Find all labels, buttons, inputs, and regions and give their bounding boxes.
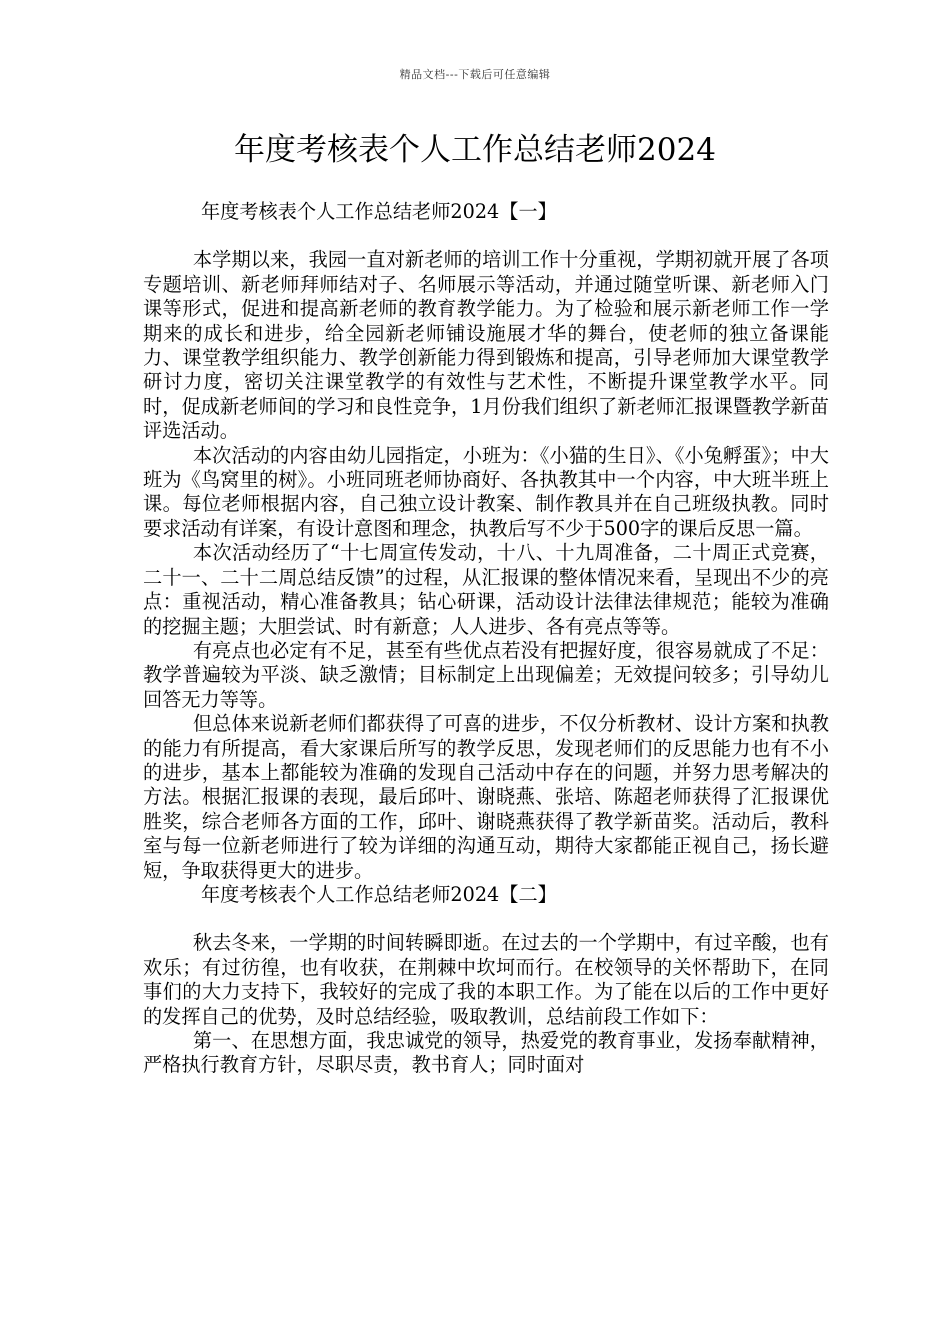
header-note: 精品文档---下载后可任意编辑: [399, 68, 551, 81]
document-body: [143, 196, 829, 1078]
paragraph: 本次活动经历了“十七周宣传发动，十八、十九周准备，二十周正式竞赛，二十一、二十二周总结反馈”的过程，从汇报课的整体情况来看，呈现出不少的亮点：重视活动，精心准备教具；钻心研课，活动设计法律法律规范；能较为准确的挖掘主题；大胆尝试、时有新意；人人进步、各有亮点等等。: [143, 541, 829, 638]
paragraph: 本次活动的内容由幼儿园指定，小班为：《小猫的生日》、《小兔孵蛋》；中大班为《鸟窝里的树》。小班同班老师协商好、各执教其中一个内容，中大班半班上课。每位老师根据内容，自己独立设计教案、制作教具并在自己班级执教。同时要求活动有详案，有设计意图和理念，执教后写不少于500字的课后反思一篇。: [143, 443, 829, 540]
paragraph: 秋去冬来，一学期的时间转瞬即逝。在过去的一个学期中，有过辛酸，也有欢乐；有过彷徨，也有收获，在荆棘中坎坷而行。在校领导的关怀帮助下，在同事们的大力支持下，我较好的完成了我的本职工作。为了能在以后的工作中更好的发挥自己的优势，及时总结经验，吸取教训，总结前段工作如下：: [143, 931, 829, 1028]
document-title: 年度考核表个人工作总结老师2024: [234, 132, 716, 168]
paragraph: 但总体来说新老师们都获得了可喜的进步，不仅分析教材、设计方案和执教的能力有所提高，看大家课后所写的教学反思，发现老师们的反思能力也有不小的进步，基本上都能较为准确的发现自己活动中存在的问题，并努力思考解决的方法。根据汇报课的表现，最后邱叶、谢晓燕、张培、陈超老师获得了汇报课优胜奖，综合老师各方面的工作，邱叶、谢晓燕获得了教学新苗奖。活动后，教科室与每一位新老师进行了较为详细的沟通互动，期待大家都能正视自己，扬长避短，争取获得更大的进步。: [143, 712, 829, 882]
section-heading-1: 年度考核表个人工作总结老师2024【一】: [201, 200, 557, 223]
section-heading-2: 年度考核表个人工作总结老师2024【二】: [201, 882, 557, 906]
paragraph: 第一、在思想方面，我忠诚党的领导，热爱党的教育事业，发扬奉献精神，严格执行教育方针，尽职尽责，教书育人；同时面对: [143, 1029, 829, 1077]
paragraph: 本学期以来，我园一直对新老师的培训工作十分重视，学期初就开展了各项专题培训、新老师拜师结对子、名师展示等活动，并通过随堂听课、新老师入门课等形式，促进和提高新老师的教育教学能力。为了检验和展示新老师工作一学期来的成长和进步，给全园新老师铺设施展才华的舞台，使老师的独立备课能力、课堂教学组织能力、教学创新能力得到锻炼和提高，引导老师加大课堂教学研讨力度，密切关注课堂教学的有效性与艺术性，不断提升课堂教学水平。同时，促成新老师间的学习和良性竞争，1月份我们组织了新老师汇报课暨教学新苗评选活动。: [143, 248, 829, 443]
paragraph: 有亮点也必定有不足，甚至有些优点若没有把握好度，很容易就成了不足：教学普遍较为平淡、缺乏激情；目标制定上出现偏差；无效提问较多；引导幼儿回答无力等等。: [143, 638, 829, 711]
